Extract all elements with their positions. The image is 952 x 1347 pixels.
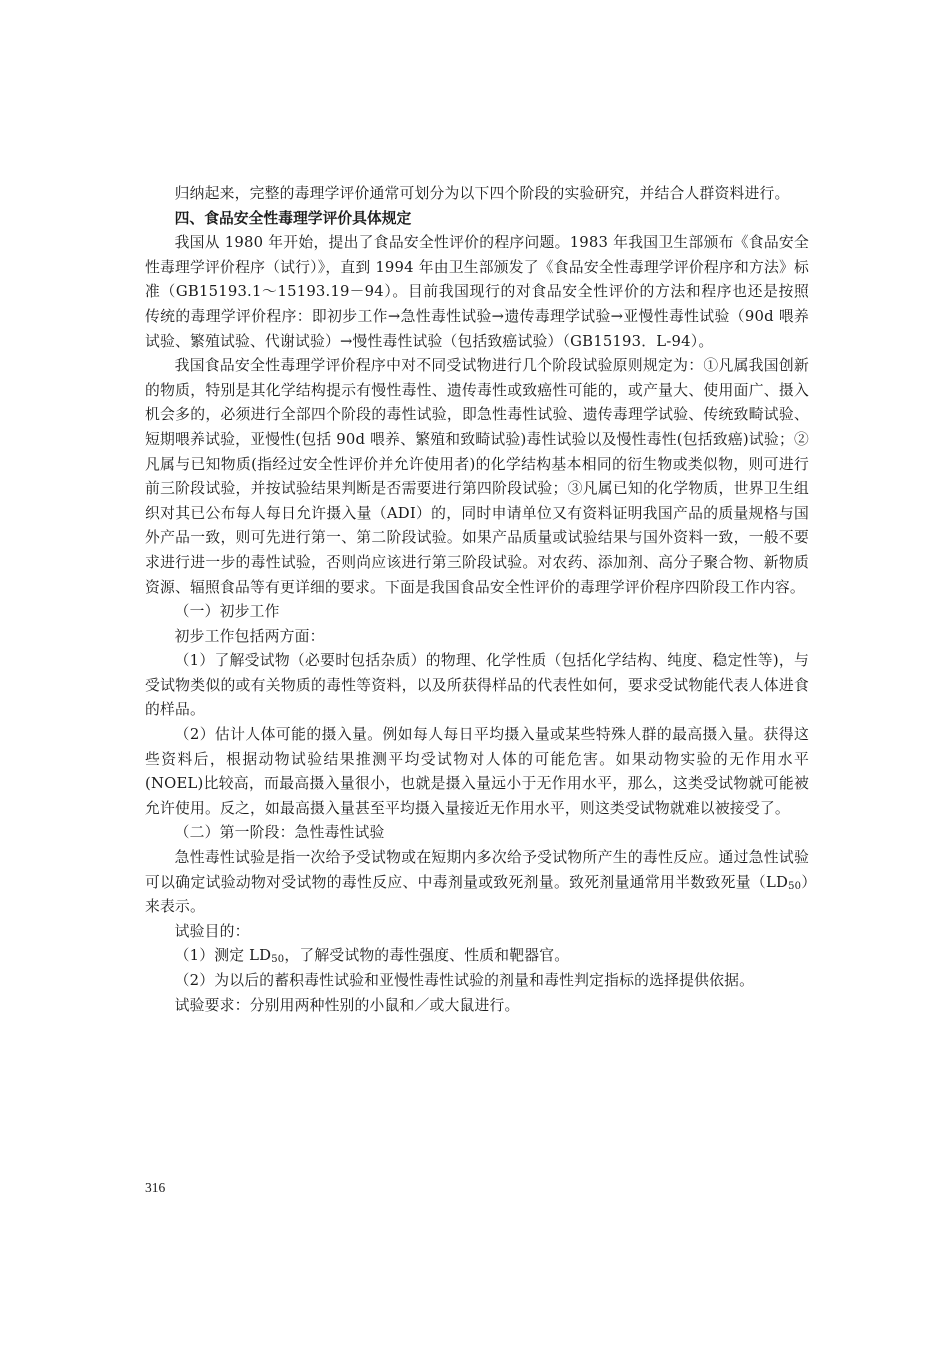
paragraph-purpose-1 [145, 944, 809, 969]
page-body [145, 182, 809, 1018]
subsection-title-preliminary: （一）初步工作 [174, 603, 280, 621]
paragraph-purpose-2: （2）为以后的蓄积毒性试验和亚慢性毒性试验的剂量和毒性判定指标的选择提供依据。 [174, 972, 755, 989]
paragraph-summary: 归纳起来，完整的毒理学评价通常可划分为以下四个阶段的实验研究，并结合人群资料进行。 [174, 185, 790, 202]
paragraph-item-1: （1）了解受试物（必要时包括杂质）的物理、化学性质（包括化学结构、纯度、稳定性等)，与受试物类似的或有关物质的毒性等资料，以及所获得样品的代表性如何，要求受试物能代表人体进食的样品。 [145, 652, 809, 719]
subscript: 50 [788, 880, 802, 892]
paragraph-history: 我国从 1980 年开始，提出了食品安全性评价的程序问题。1983 年我国卫生部颁布《食品安全性毒理学评价程序（试行）》，直到 1994 年由卫生部颁发了《食品安全性毒理学评价程序和方法》标准（GB15193.1～15193.19－94）。目前我国现行的对食品安全性评价的方法和程序也还是按照传统的毒理学评价程序：即初步工作→急性毒性试验→遗传毒理学试验→亚慢性毒性试验（90d 喂养试验、繁殖试验、代谢试验）→慢性毒性试验（包括致癌试验）（GB15193．L-94）。 [145, 234, 809, 350]
paragraph-acute-toxicity [145, 846, 809, 920]
paragraph-principles: 我国食品安全性毒理学评价程序中对不同受试物进行几个阶段试验原则规定为：①凡属我国创新的物质，特别是其化学结构提示有慢性毒性、遗传毒性或致癌性可能的，或产量大、使用面广、摄入机会多的，必须进行全部四个阶段的毒性试验，即急性毒性试验、遗传毒理学试验、传统致畸试验、短期喂养试验，亚慢性(包括 90d 喂养、繁殖和致畸试验)毒性试验以及慢性毒性(包括致癌)试验；②凡属与已知物质(指经过安全性评价并允许使用者)的化学结构基本相同的衍生物或类似物，则可进行前三阶段试验，并按试验结果判断是否需要进行第四阶段试验；③凡属已知的化学物质，世界卫生组织对其已公布每人每日允许摄入量（ADI）的，同时申请单位又有资料证明我国产品的质量规格与国外产品一致，则可先进行第一、第二阶段试验。如果产品质量或试验结果与国外资料一致，一般不要求进行进一步的毒性试验，否则尚应该进行第三阶段试验。对农药、添加剂、高分子聚合物、新物质资源、辐照食品等有更详细的要求。下面是我国食品安全性评价的毒理学评价程序四阶段工作内容。 [145, 357, 809, 596]
text-run: ，了解受试物的毒性强度、性质和靶器官。 [284, 947, 570, 965]
section-heading-4: 四、食品安全性毒理学评价具体规定 [174, 209, 412, 227]
text-run: ）来表示。 [145, 873, 809, 916]
text-run: （1）测定 LD [174, 947, 272, 965]
paragraph-preliminary-intro: 初步工作包括两方面： [174, 627, 325, 645]
text-run: 急性毒性试验是指一次给予受试物或在短期内多次给予受试物所产生的毒性反应。通过急性试验可以确定试验动物对受试物的毒性反应、中毒剂量或致死剂量。致死剂量通常用半数致死量（LD [145, 849, 809, 891]
paragraph-requirements: 试验要求：分别用两种性别的小鼠和／或大鼠进行。 [174, 996, 520, 1014]
paragraph-purpose-label: 试验目的： [174, 922, 250, 940]
subsection-title-stage-one: （二）第一阶段：急性毒性试验 [174, 824, 385, 842]
paragraph-item-2: （2）估计人体可能的摄入量。例如每人每日平均摄入量或某些特殊人群的最高摄入量。获得这些资料后，根据动物试验结果推测平均受试物对人体的可能危害。如果动物实验的无作用水平(NOEL)比较高，而最高摄入量很小，也就是摄入量远小于无作用水平，那么，这类受试物就可能被允许使用。反之，如最高摄入量甚至平均摄入量接近无作用水平，则这类受试物就难以被接受了。 [145, 726, 809, 817]
page-number: 316 [145, 1180, 166, 1195]
subscript: 50 [271, 954, 285, 966]
